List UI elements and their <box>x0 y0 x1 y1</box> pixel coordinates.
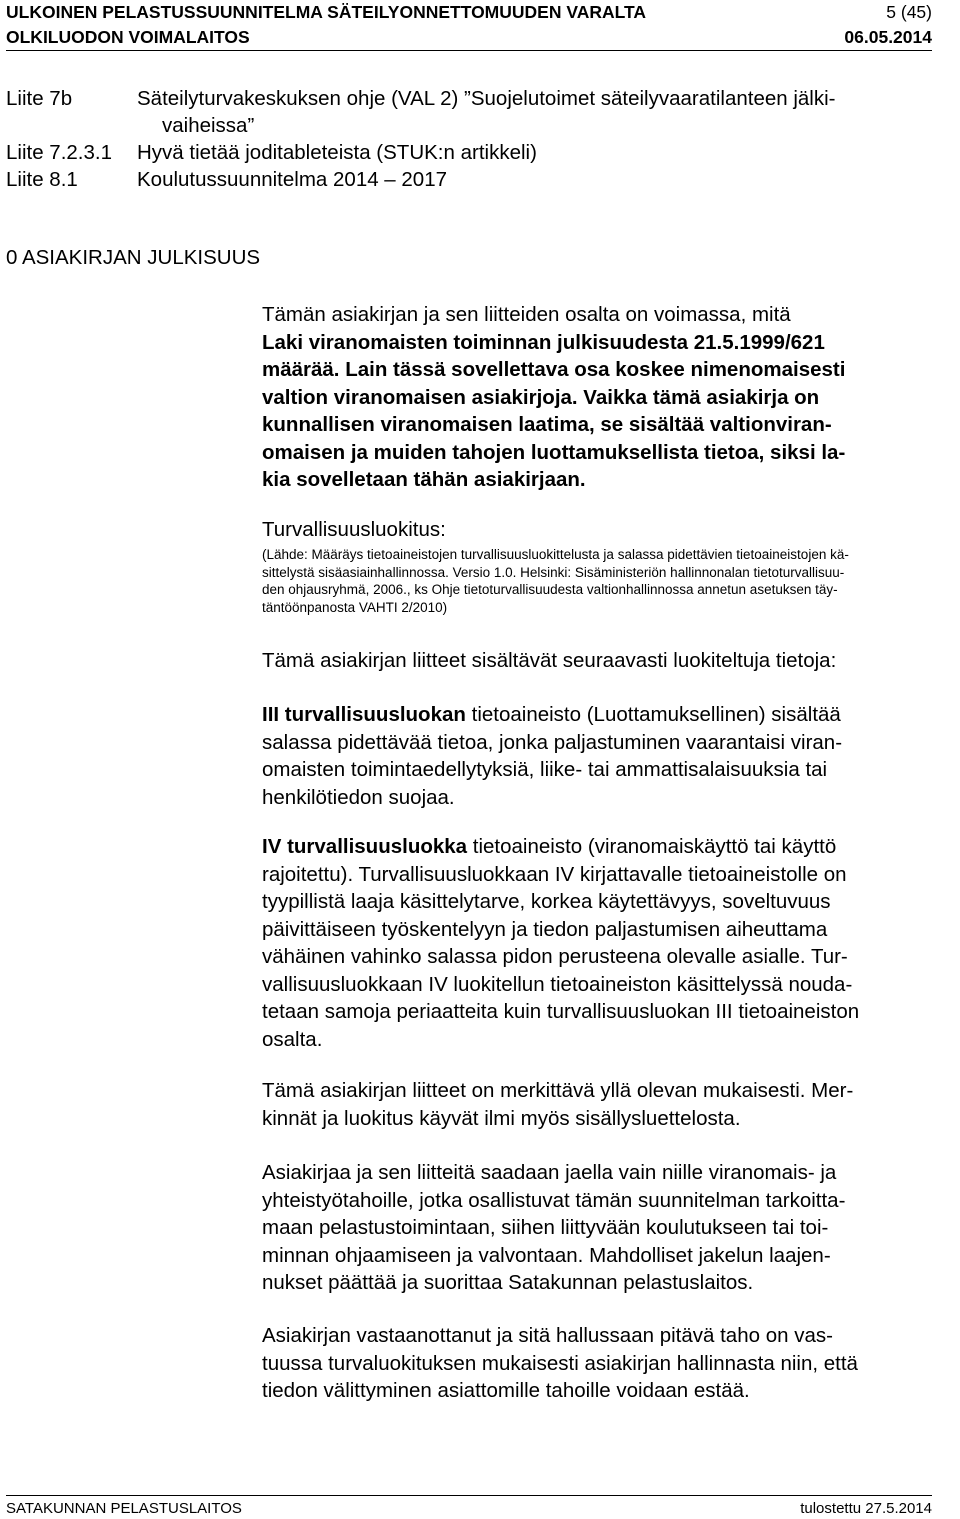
source-line: sittelystä sisäasiainhallinnossa. Versio 1.0. Helsinki: Sisäministeriön hallinnonalan tietoturvallisuu- <box>262 564 845 580</box>
paragraph-line: tiedon välittyminen asiattomille tahoille voidaan estää. <box>262 1379 750 1402</box>
paragraph-line-bold: kia sovelletaan tähän asiakirjaan. <box>262 468 586 491</box>
paragraph-line: kinnät ja luokitus käyvät ilmi myös sisällysluettelosta. <box>262 1106 741 1130</box>
source-line: den ohjausryhmä, 2006., ks Ohje tietoturvallisuudesta valtionhallinnossa annetun asetuksen täy- <box>262 582 838 597</box>
paragraph-line-bold: valtion viranomaisen asiakirjoja. Vaikka tämä asiakirja on <box>262 385 820 409</box>
paragraph-line: maan pelastustoimintaan, siihen liittyvään koulutukseen tai toi- <box>262 1216 829 1239</box>
class-3-paragraph <box>262 701 960 811</box>
paragraph-line: vähäinen vahinko salassa pidon perusteena olevalle asialle. Tur- <box>262 945 848 968</box>
source-line: (Lähde: Määräys tietoaineistojen turvallisuusluokittelusta ja salassa pidettävien tietoaineistojen kä- <box>262 547 849 562</box>
page-number: 5 (45) <box>886 2 932 22</box>
paragraph-line: Tämä asiakirjan liitteet on merkittävä yllä olevan mukaisesti. Mer- <box>262 1079 854 1102</box>
header-line-2 <box>6 27 932 48</box>
paragraph-line: omaisten toimintaedellytyksiä, liike- tai ammattisalaisuuksia tai <box>262 758 828 781</box>
paragraph-line: Asiakirjan vastaanottanut ja sitä hallussaan pitävä taho on vas- <box>262 1324 833 1347</box>
classification-intro <box>262 647 960 675</box>
paragraph-line: tuussa turvaluokituksen mukaisesti asiakirjan hallinnasta niin, että <box>262 1351 858 1375</box>
document-date: 06.05.2014 <box>844 27 932 47</box>
paragraph-line: minnan ohjaamiseen ja valvontaan. Mahdolliset jakelun laajen- <box>262 1243 831 1267</box>
paragraph-line-bold: kunnallisen viranomaisen laatima, se sisältää valtionviran- <box>262 413 832 436</box>
attachment-title: Säteilyturvakeskuksen ohje (VAL 2) ”Suojelutoimet säteilyvaaratilanteen jälki- <box>137 87 836 110</box>
publicity-paragraph <box>262 301 960 494</box>
paragraph-line-bold: määrää. Lain tässä sovellettava osa koskee nimenomaisesti <box>262 358 846 381</box>
paragraph-line: yhteistyötahoille, jotka osallistuvat tämän suunnitelman tarkoitta- <box>262 1188 846 1212</box>
attachment-number: Liite 7.2.3.1 <box>6 141 112 164</box>
paragraph-line: rajoitettu). Turvallisuusluokkaan IV kirjattavalle tietoaineistolle on <box>262 862 847 886</box>
paragraph-line: Tämän asiakirjan ja sen liitteiden osalta on voimassa, mitä <box>262 303 791 326</box>
header-line-1 <box>6 2 932 23</box>
paragraph-line: tietoaineisto (Luottamuksellinen) sisältää <box>465 703 841 726</box>
attachment-title: Hyvä tietää joditableteista (STUK:n artikkeli) <box>137 141 537 164</box>
footer-divider <box>6 1495 932 1496</box>
distribution-paragraph <box>262 1159 960 1297</box>
paragraph-line: nukset päättää ja suorittaa Satakunnan pelastuslaitos. <box>262 1271 754 1294</box>
class-4-paragraph <box>262 833 960 1053</box>
paragraph-line: tetaan samoja periaatteita kuin turvallisuusluokan III tietoaineiston <box>262 1000 860 1023</box>
footer-print-date: tulostettu 27.5.2014 <box>800 1500 932 1517</box>
header-divider <box>6 50 932 51</box>
class-3-term: III turvallisuusluokan <box>262 703 466 726</box>
source-line: täntöönpanosta VAHTI 2/2010) <box>262 599 448 615</box>
source-note <box>262 546 960 616</box>
attachment-title-continued: vaiheissa” <box>162 114 255 137</box>
paragraph-line: tyypillistä laaja käsittelytarve, korkea käytettävyys, soveltuvuus <box>262 890 831 913</box>
receiver-paragraph <box>262 1322 960 1405</box>
paragraph-line: vallisuusluokkaan IV luokitellun tietoaineiston käsittelyssä nouda- <box>262 972 853 996</box>
paragraph-line: henkilötiedon suojaa. <box>262 785 455 809</box>
attachment-number: Liite 7b <box>6 87 73 110</box>
paragraph-line: Asiakirjaa ja sen liitteitä saadaan jaella vain niille viranomais- ja <box>262 1161 837 1184</box>
footer-organization: SATAKUNNAN PELASTUSLAITOS <box>6 1500 242 1517</box>
paragraph-line: tietoaineisto (viranomaiskäyttö tai käyttö <box>467 835 837 858</box>
paragraph-line: osalta. <box>262 1027 323 1051</box>
organization-name: OLKILUODON VOIMALAITOS <box>6 27 250 47</box>
marking-note-paragraph <box>262 1077 960 1132</box>
attachment-number: Liite 8.1 <box>6 168 78 191</box>
document-title: ULKOINEN PELASTUSSUUNNITELMA SÄTEILYONNETTOMUUDEN VARALTA <box>6 2 647 22</box>
paragraph-line: salassa pidettävää tietoa, jonka paljastuminen vaarantaisi viran- <box>262 730 843 754</box>
attachment-title: Koulutussuunnitelma 2014 – 2017 <box>137 168 448 191</box>
classification-title: Turvallisuusluokitus: <box>262 518 446 541</box>
class-4-term: IV turvallisuusluokka <box>262 835 468 858</box>
section-title: 0 ASIAKIRJAN JULKISUUS <box>6 246 261 269</box>
paragraph-line: Tämä asiakirjan liitteet sisältävät seuraavasti luokiteltuja tietoja: <box>262 649 837 672</box>
paragraph-line-bold: omaisen ja muiden tahojen luottamuksellista tietoa, siksi la- <box>262 440 846 464</box>
paragraph-line: päivittäiseen työskentelyyn ja tiedon paljastumisen aiheuttama <box>262 917 828 941</box>
paragraph-line-bold: Laki viranomaisten toiminnan julkisuudesta 21.5.1999/621 <box>262 330 825 354</box>
